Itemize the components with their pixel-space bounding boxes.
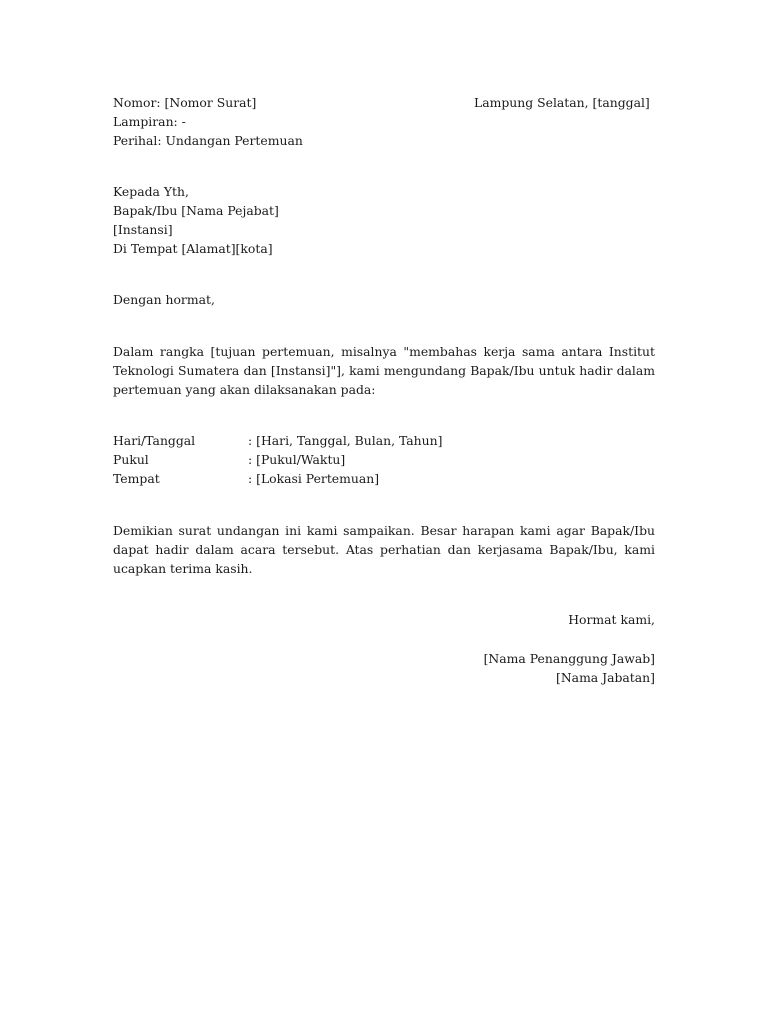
place-and-date: Lampung Selatan, [tanggal] [474, 95, 650, 110]
salutation: Dengan hormat, [113, 292, 215, 307]
regards-line: Hormat kami, [568, 612, 655, 627]
signatory-position: [Nama Jabatan] [556, 670, 655, 685]
intro-paragraph: Dalam rangka [tujuan pertemuan, misalnya "membahas kerja sama antara Institut Teknologi Sumatera dan [Instansi]"], kami mengundang Bapak/Ibu untuk hadir dalam pertemuan yang akan dilaksanakan pada: [113, 344, 655, 397]
detail-row-date [113, 431, 655, 450]
recipient-institution: [Instansi] [113, 222, 173, 237]
detail-value: : [Hari, Tanggal, Bulan, Tahun] [248, 433, 443, 448]
detail-row-place [113, 469, 655, 488]
detail-label: Hari/Tanggal [113, 433, 196, 448]
detail-label: Pukul [113, 452, 149, 467]
recipient-name: Bapak/Ibu [Nama Pejabat] [113, 203, 279, 218]
detail-row-time [113, 450, 655, 469]
attachment-line: Lampiran: - [113, 114, 186, 129]
recipient-greeting: Kepada Yth, [113, 184, 189, 199]
subject-line: Perihal: Undangan Pertemuan [113, 133, 303, 148]
signatory-name: [Nama Penanggung Jawab] [483, 651, 655, 666]
letter-number: Nomor: [Nomor Surat] [113, 95, 257, 110]
recipient-address: Di Tempat [Alamat][kota] [113, 241, 273, 256]
detail-label: Tempat [113, 471, 160, 486]
detail-value: : [Pukul/Waktu] [248, 452, 346, 467]
closing-paragraph: Demikian surat undangan ini kami sampaikan. Besar harapan kami agar Bapak/Ibu dapat hadir dalam acara tersebut. Atas perhatian dan kerjasama Bapak/Ibu, kami ucapkan terima kasih. [113, 523, 655, 576]
detail-value: : [Lokasi Pertemuan] [248, 471, 380, 486]
